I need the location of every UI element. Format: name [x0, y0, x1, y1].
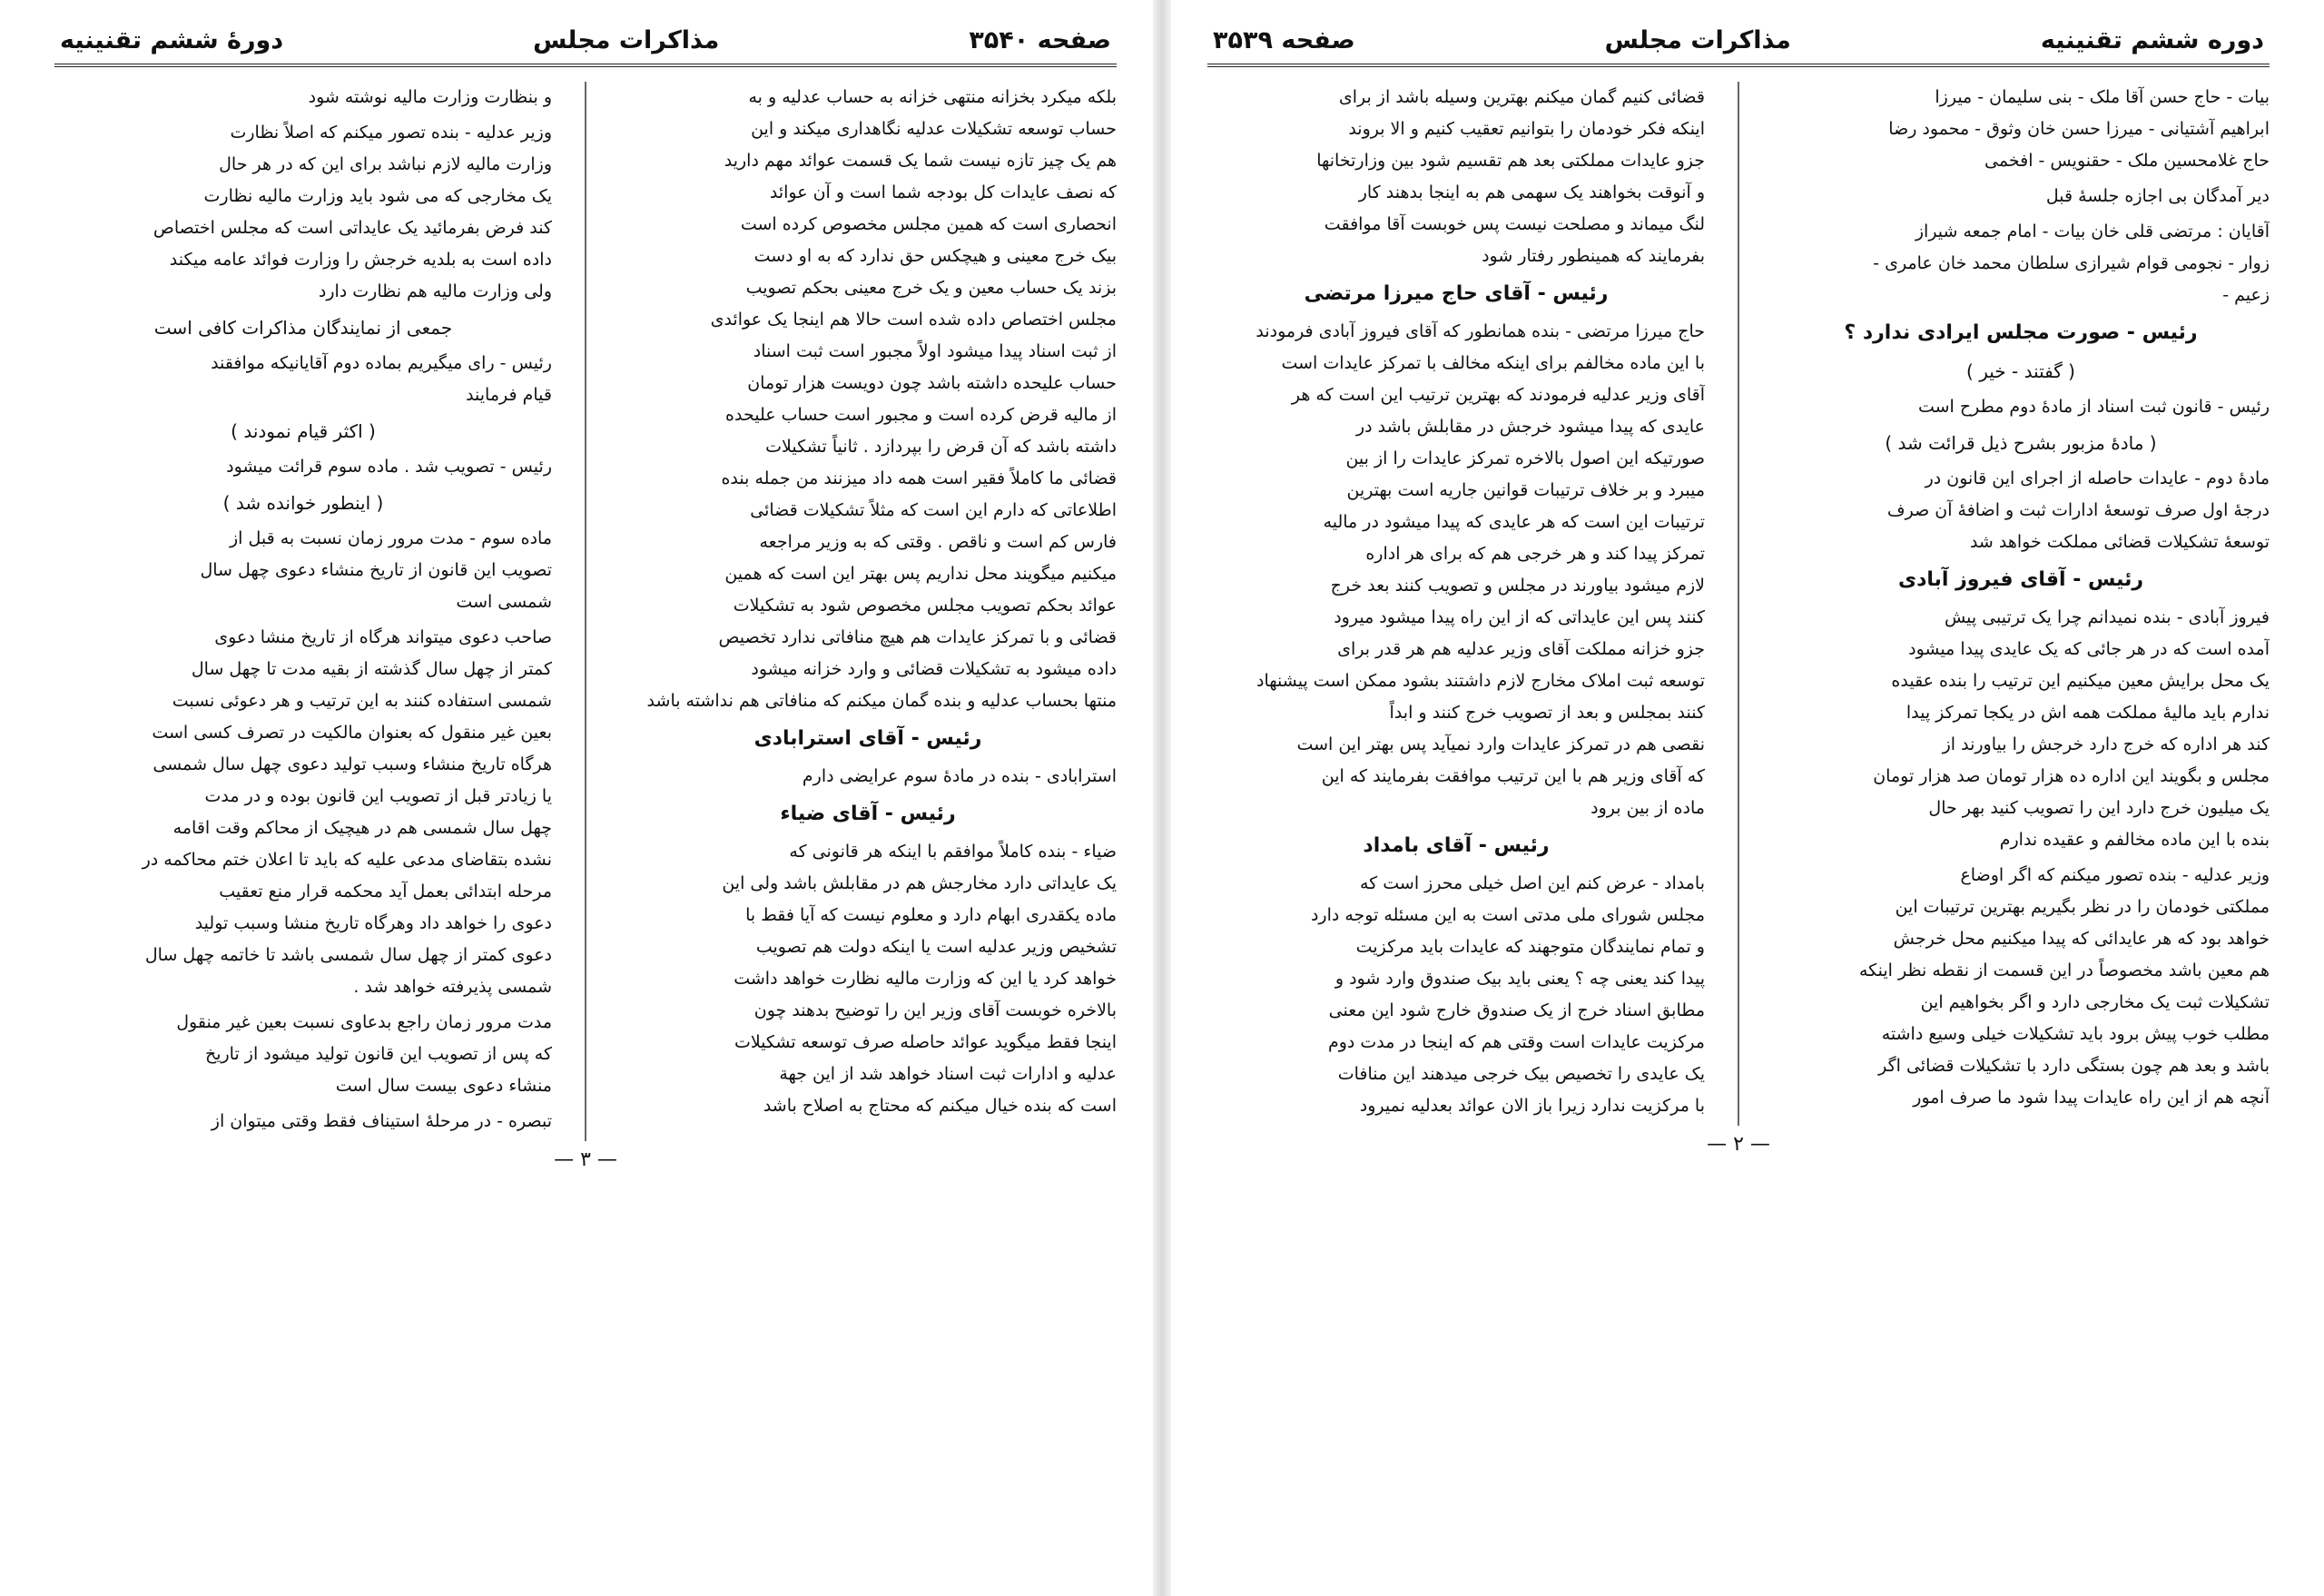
- page-footer: — ۳ —: [554, 1148, 617, 1171]
- text-line: میبرد و بر خلاف ترتیبات قوانین جاریه است بهترین: [1346, 480, 1705, 500]
- text-line: یک عایدی را تخصیص بیک خرجی میدهند این منافات: [1337, 1064, 1705, 1084]
- header-page-number: صفحه ۳۵۴۰: [969, 26, 1111, 54]
- text-line: ماده از بین برود: [1590, 798, 1705, 818]
- text-line: تبصره - در مرحلهٔ استیناف فقط وقتی میتوان از: [211, 1111, 552, 1131]
- paragraph: [619, 836, 1117, 1122]
- procedural-note: ( اینطور خوانده شد ): [222, 492, 384, 514]
- text-line: خواهد بود که هر عایدائی که پیدا میکنیم محل خرجش: [1893, 929, 2270, 949]
- text-line: اینجا فقط میگوید عوائد حاصله صرف توسعه تشکیلات: [734, 1032, 1117, 1052]
- text-line: و بنظارت وزارت مالیه نوشته شود: [308, 87, 552, 107]
- text-line: بیک خرج معینی و هیچکس حق ندارد که به او دست: [753, 246, 1117, 266]
- paragraph: [54, 622, 552, 1003]
- text-line: دیر آمدگان بی اجازه جلسهٔ قبل: [2045, 186, 2270, 206]
- text-line: ولی وزارت مالیه هم نظارت دارد: [318, 281, 552, 301]
- text-line: خواهد کرد یا این که وزارت مالیه نظارت خواهد داشت: [734, 969, 1117, 989]
- text-line: صورتیکه این اصول بالاخره تمرکز عایدات را از بین: [1345, 448, 1705, 468]
- text-line: بنده با این ماده مخالفم و عقیده ندارم: [1999, 830, 2270, 850]
- text-line: تشخیص وزیر عدلیه است یا اینکه دولت هم تصویب: [755, 937, 1117, 957]
- paragraph: [619, 82, 1117, 717]
- text-line: منتها بحساب عدلیه و بنده گمان میکنم که منافاتی هم نداشته باشد: [646, 691, 1117, 711]
- text-line: مملکتی خودمان را در نظر بگیریم بهترین ترتیبات این: [1895, 897, 2270, 917]
- text-line: داشته باشد که آن قرض را بپردازد . ثانیاً تشکیلات: [765, 437, 1117, 457]
- text-line: یک محل برایش معین میکنیم این ترتیب را بنده عقیده: [1891, 671, 2270, 691]
- text-line: آمده است که در هر جائی که یک عایدی پیدا میشود: [1908, 639, 2270, 659]
- text-line: فارس کم است و ناقص . وقتی که به وزیر مراجعه: [759, 532, 1117, 552]
- text-line: زعیم -: [2222, 285, 2270, 305]
- column-left: [1207, 82, 1705, 1126]
- text-line: جزو خزانه مملکت آقای وزیر عدلیه هم هر قدر برای: [1337, 639, 1705, 659]
- text-line: تشکیلات ثبت یک مخارجی دارد و اگر بخواهیم این: [1920, 992, 2270, 1012]
- column-divider: [585, 82, 586, 1141]
- text-line: است که بنده خیال میکنم که محتاج به اصلاح باشد: [763, 1096, 1117, 1116]
- text-line: بعین غیر منقول که بعنوان مالکیت در تصرف کسی است: [152, 723, 552, 743]
- text-line: که پس از تصویب این قانون تولید میشود از تاریخ: [204, 1044, 552, 1064]
- text-line: مرکزیت عایدات است وقتی هم که اینجا در مدت دوم: [1327, 1032, 1705, 1052]
- page-columns: [54, 82, 1117, 1141]
- text-line: مرحله ابتدائی بعمل آید محکمه قرار منع تعقیب: [219, 882, 552, 901]
- text-line: حاج میرزا مرتضی - بنده همانطور که آقای فیروز آبادی فرمودند: [1256, 321, 1705, 341]
- text-line: رئیس - قانون ثبت اسناد از مادهٔ دوم مطرح است: [1917, 397, 2270, 417]
- text-line: جزو عایدات مملکتی بعد هم تقسیم شود بین وزارتخانها: [1316, 151, 1705, 171]
- page-3540: [0, 0, 1153, 1596]
- text-line: حساب توسعه تشکیلات عدلیه نگاهداری میکند و این: [751, 119, 1117, 139]
- speaker-heading: رئیس - آقای حاج میرزا مرتضی: [1304, 282, 1609, 305]
- paragraph: [1772, 860, 2270, 1114]
- text-line: آقای وزیر عدلیه فرمودند که بهترین ترتیب این است که هر: [1291, 385, 1705, 405]
- paragraph: [1772, 391, 2270, 423]
- text-line: ضیاء - بنده کاملاً موافقم با اینکه هر قانونی که: [789, 842, 1117, 862]
- paragraph: [1207, 316, 1705, 824]
- text-line: که نصف عایدات کل بودجه شما است و آن عوائد: [769, 182, 1117, 202]
- text-line: باشد و بعد هم چون بستگی دارد با تشکیلات قضائی اگر: [1878, 1056, 2270, 1076]
- text-line: قضائی کنیم گمان میکنم بهترین وسیله باشد از برای: [1338, 87, 1705, 107]
- text-line: قضائی ما کاملاً فقیر است همه داد میزنند من جمله بنده: [721, 468, 1117, 488]
- text-line: شمسی استفاده کنند به این ترتیب و هر دعوئی نسبت: [172, 691, 552, 711]
- text-line: بفرمایند که همینطور رفتار شود: [1482, 246, 1705, 266]
- text-line: یک عایداتی دارد مخارجش هم در مقابلش باشد ولی این: [722, 873, 1117, 893]
- page-footer: — ۲ —: [1707, 1133, 1770, 1156]
- page-3539: [1171, 0, 2324, 1596]
- text-line: مدت مرور زمان راجع بدعاوی نسبت بعین غیر منقول: [176, 1012, 552, 1032]
- text-line: لازم میشود بیاورند در مجلس و تصویب کنند بعد خرج: [1330, 576, 1705, 596]
- text-line: یک میلیون خرج دارد این را تصویب کنید بهر حال: [1928, 798, 2270, 818]
- text-line: ماده سوم - مدت مرور زمان نسبت به قبل از: [230, 528, 552, 548]
- text-line: و آنوقت بخواهند یک سهمی هم به اینجا بدهند کار: [1358, 182, 1705, 202]
- text-line: کنند بمجلس و بعد از تصویب خرج کنند و ابداً: [1389, 703, 1705, 723]
- paragraph: [54, 348, 552, 411]
- text-line: کند هر اداره که خرج دارد خرجش را بیاورند از: [1942, 734, 2270, 754]
- paragraph: [54, 117, 552, 308]
- text-line: و تمام نمایندگان متوجهند که عایدات باید مرکزیت: [1355, 937, 1705, 957]
- procedural-note: جمعی از نمایندگان مذاکرات کافی است: [153, 317, 453, 339]
- text-line: مجلس شورای ملی مدتی است به این مسئله توجه دارد: [1310, 905, 1705, 925]
- text-line: وزیر عدلیه - بنده تصور میکنم که اصلاً نظارت: [230, 123, 552, 143]
- speaker-heading: رئیس - آقای استرابادی: [753, 727, 982, 750]
- header-session: دوره ششم تقنینیه: [2040, 26, 2264, 54]
- text-line: لنگ میماند و مصلحت نیست پس خوبست آقا موافقت: [1324, 214, 1705, 234]
- text-line: بیات - حاج حسن آقا ملک - بنی سلیمان - میرزا: [1935, 87, 2270, 107]
- text-line: داده است به بلدیه خرجش را وزارت فوائد عامه میکند: [169, 250, 552, 270]
- paragraph: [1772, 181, 2270, 212]
- header-page-number: صفحه ۳۵۳۹: [1213, 26, 1355, 54]
- text-line: تصویب این قانون از تاریخ منشاء دعوی چهل سال: [200, 560, 552, 580]
- text-line: هم یک چیز تازه نیست شما یک قسمت عوائد مهم دارید: [724, 151, 1117, 171]
- text-line: منشاء دعوی بیست سال است: [335, 1076, 552, 1096]
- column-divider: [1738, 82, 1739, 1126]
- text-line: میکنیم میگویند محل نداریم پس بهتر این است که همین: [724, 564, 1117, 584]
- text-line: درجهٔ اول صرف توسعهٔ ادارات ثبت و اضافهٔ آن صرف: [1886, 500, 2270, 520]
- text-line: آقایان : مرتضی قلی خان بیات - امام جمعه شیراز: [1915, 222, 2270, 241]
- text-line: چهل سال شمسی هم در هیچیک از محاکم وقت اقامه: [172, 818, 552, 838]
- paragraph: [619, 761, 1117, 793]
- paragraph: [54, 82, 552, 113]
- text-line: بلکه میکرد بخزانه منتهی خزانه به حساب عدلیه و به: [748, 87, 1117, 107]
- text-line: رئیس - تصویب شد . ماده سوم قرائت میشود: [226, 457, 552, 477]
- text-line: با این ماده مخالفم برای اینکه مخالف با تمرکز عایدات است: [1281, 353, 1705, 373]
- paragraph: [54, 1106, 552, 1138]
- text-line: ندارم باید مالیهٔ مملکت همه اش در یکجا تمرکز پیدا: [1905, 703, 2270, 723]
- text-line: ابراهیم آشتیانی - میرزا حسن خان وثوق - محمود رضا: [1888, 119, 2270, 139]
- text-line: دعوی کمتر از چهل سال شمسی باشد تا خاتمه چهل سال: [144, 945, 552, 965]
- column-right: [1772, 82, 2270, 1126]
- text-line: کند فرض بفرمائید یک عایداتی است که مجلس اختصاص: [153, 218, 552, 238]
- text-line: وزیر عدلیه - بنده تصور میکنم که اگر اوضاع: [1960, 865, 2270, 885]
- text-line: ترتیبات این است که هر عایدی که پیدا میشود در مالیه: [1323, 512, 1705, 532]
- page-header: [1207, 25, 2270, 67]
- text-line: شمسی است: [456, 592, 552, 612]
- text-line: توسعهٔ تشکیلات قضائی مملکت خواهد شد: [1969, 532, 2270, 552]
- text-line: یا زیادتر قبل از تصویب این قانون بوده و در مدت: [204, 786, 552, 806]
- column-left: [54, 82, 552, 1141]
- text-line: دعوی را خواهد داد وهرگاه تاریخ منشا وسبب تولید: [194, 913, 552, 933]
- text-line: شمسی پذیرفته خواهد شد .: [353, 977, 552, 997]
- book-gutter: [1153, 0, 1171, 1596]
- text-line: بامداد - عرض کنم این اصل خیلی محرز است که: [1359, 873, 1705, 893]
- text-line: هم معین باشد مخصوصاً در این قسمت از نقطه نظر اینکه: [1858, 961, 2270, 980]
- text-line: حاج غلامحسین ملک - حقنویس - افخمی: [1984, 151, 2270, 171]
- text-line: زوار - نجومی قوام شیرازی سلطان محمد خان عامری -: [1873, 253, 2270, 273]
- text-line: کمتر از چهل سال گذشته از بقیه مدت تا چهل سال: [191, 659, 552, 679]
- text-line: اینکه فکر خودمان را بتوانیم تعقیب کنیم و الا بروند: [1348, 119, 1705, 139]
- text-line: ماده یکقدری ابهام دارد و معلوم نیست که آیا فقط با: [745, 905, 1117, 925]
- text-line: قیام فرمایند: [466, 385, 552, 405]
- text-line: مادهٔ دوم - عایدات حاصله از اجرای این قانون در: [1925, 468, 2270, 488]
- text-line: داده میشود به تشکیلات قضائی و وارد خزانه میشود: [751, 659, 1117, 679]
- text-line: یک مخارجی که می شود باید وزارت مالیه نظارت: [203, 186, 552, 206]
- text-line: انحصاری است که همین مجلس مخصوص کرده است: [740, 214, 1117, 234]
- text-line: عایدی که پیدا میشود خرجش در مقابلش باشد در: [1355, 417, 1705, 437]
- text-line: بزند یک حساب معین و یک خرج معینی بحکم تصویب: [745, 278, 1117, 298]
- text-line: پیدا کند یعنی چه ؟ یعنی باید بیک صندوق وارد شود و: [1334, 969, 1705, 989]
- text-line: کنند پس این عایداتی که از این راه پیدا میشود میرود: [1334, 607, 1705, 627]
- text-line: از ثبت اسناد پیدا میشود اولاً مجبور است ثبت اسناد: [753, 341, 1117, 361]
- text-line: استرابادی - بنده در مادهٔ سوم عرایضی دارم: [802, 766, 1117, 786]
- header-session: دورهٔ ششم تقنینیه: [60, 26, 284, 54]
- text-line: نقصی هم در تمرکز عایدات وارد نمیآید پس بهتر این است: [1296, 734, 1705, 754]
- text-line: مجلس اختصاص داده شده است حالا هم اینجا یک عوائدی: [710, 310, 1117, 330]
- procedural-note: ( مادهٔ مزبور بشرح ذیل قرائت شد ): [1885, 432, 2157, 454]
- page-columns: [1207, 82, 2270, 1126]
- paragraph: [1207, 82, 1705, 272]
- text-line: صاحب دعوی میتواند هرگاه از تاریخ منشا دعوی: [214, 627, 552, 647]
- text-line: مطابق اسناد خرج از یک صندوق خارج شود این معنی: [1328, 1000, 1705, 1020]
- text-line: توسعه ثبت املاک مخارج لازم داشتند بشود ممکن است پیشنهاد: [1256, 671, 1705, 691]
- speaker-heading: رئیس - آقای بامداد: [1363, 834, 1550, 857]
- text-line: قضائی و با تمرکز عایدات هم هیچ منافاتی ندارد تخصیص: [718, 627, 1117, 647]
- text-line: بالاخره خوبست آقای وزیر این را توضیح بدهند چون: [753, 1000, 1117, 1020]
- paragraph: [1207, 868, 1705, 1122]
- procedural-note: ( اکثر قیام نمودند ): [231, 420, 376, 442]
- paragraph: [54, 451, 552, 483]
- column-right: [619, 82, 1117, 1141]
- paragraph: [54, 523, 552, 618]
- speaker-heading: رئیس - صورت مجلس ایرادی ندارد ؟: [1844, 321, 2198, 344]
- text-line: وزارت مالیه لازم نباشد برای این که در هر حال: [219, 154, 552, 174]
- text-line: که آقای وزیر هم با این ترتیب موافقت بفرمایند که این: [1321, 766, 1705, 786]
- paragraph: [1772, 82, 2270, 177]
- text-line: هرگاه تاریخ منشاء وسبب تولید دعوی چهل سال شمسی: [153, 754, 552, 774]
- paragraph: [54, 1007, 552, 1102]
- text-line: مجلس و بگویند این اداره ده هزار تومان صد هزار تومان: [1873, 766, 2270, 786]
- text-line: تمرکز پیدا کند و هر خرجی هم که برای هر اداره: [1365, 544, 1705, 564]
- text-line: آنچه هم از این راه عایدات پیدا شود ما صرف امور: [1913, 1088, 2270, 1108]
- text-line: از مالیه قرض کرده است و مجبور است حساب علیحده: [725, 405, 1117, 425]
- text-line: عدلیه و ادارات ثبت اسناد خواهد شد از این جهة: [779, 1064, 1117, 1084]
- text-line: نشده بتقاضای مدعی علیه که باید تا اعلان ختم محاکمه در: [142, 850, 552, 870]
- header-title: مذاکرات مجلس: [1604, 26, 1791, 54]
- paragraph: [1772, 463, 2270, 558]
- paragraph: [1772, 216, 2270, 311]
- header-title: مذاکرات مجلس: [533, 26, 720, 54]
- speaker-heading: رئیس - آقای فیروز آبادی: [1897, 568, 2144, 591]
- text-line: مطلب خوب پیش برود باید تشکیلات خیلی وسیع داشته: [1881, 1024, 2270, 1044]
- speaker-heading: رئیس - آقای ضیاء: [780, 803, 956, 825]
- text-line: فیروز آبادی - بنده نمیدانم چرا یک ترتیبی پیش: [1944, 607, 2270, 627]
- procedural-note: ( گفتند - خیر ): [1966, 360, 2075, 382]
- text-line: اطلاعاتی که دارم این است که مثلاً تشکیلات قضائی: [750, 500, 1117, 520]
- text-line: عوائد بحکم تصویب مجلس مخصوص شود به تشکیلات: [733, 596, 1117, 616]
- text-line: با مرکزیت ندارد زیرا باز الان عوائد بعدلیه نمیرود: [1359, 1096, 1705, 1116]
- paragraph: [1772, 602, 2270, 856]
- page-header: [54, 25, 1117, 67]
- text-line: رئیس - رای میگیریم بماده دوم آقایانیکه موافقند: [211, 353, 552, 373]
- text-line: حساب علیحده داشته باشد چون دویست هزار تومان: [747, 373, 1117, 393]
